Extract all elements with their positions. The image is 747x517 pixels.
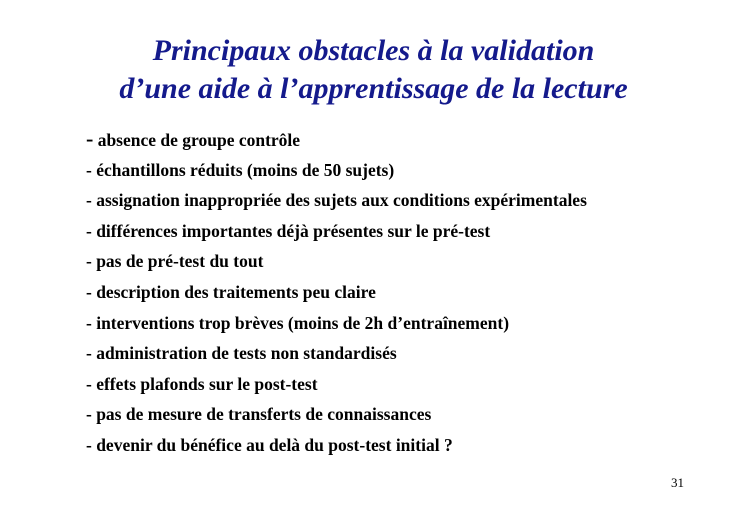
list-item	[86, 369, 587, 400]
list-item	[86, 124, 587, 155]
list-item	[86, 338, 587, 369]
bullet-dash: -	[86, 434, 92, 455]
bullet-dash: -	[86, 126, 94, 151]
list-item	[86, 185, 587, 216]
bullet-dash: -	[86, 159, 92, 180]
bullet-dash: -	[86, 373, 92, 394]
list-item-text: description des traitements peu claire	[96, 281, 376, 302]
list-item	[86, 277, 587, 308]
list-item-text: effets plafonds sur le post-test	[96, 373, 318, 394]
list-item-text: interventions trop brèves (moins de 2h d’entraînement)	[96, 312, 510, 333]
list-item-text: différences importantes déjà présentes sur le pré-test	[96, 220, 491, 241]
list-item-text: échantillons réduits (moins de 50 sujets)	[96, 159, 395, 180]
slide-title-line-2: d’une aide à l’apprentissage de la lecture	[119, 72, 628, 105]
list-item	[86, 155, 587, 186]
bullet-dash: -	[86, 251, 92, 272]
slide-title-line-1: Principaux obstacles à la validation	[152, 34, 595, 67]
bullet-dash: -	[86, 281, 92, 302]
list-item	[86, 216, 587, 247]
list-item	[86, 430, 587, 461]
list-item-text: assignation inappropriée des sujets aux conditions expérimentales	[96, 190, 587, 211]
bullet-dash: -	[86, 220, 92, 241]
list-item-text: administration de tests non standardisés	[96, 343, 397, 364]
bullet-dash: -	[86, 343, 92, 364]
list-item	[86, 246, 587, 277]
bullet-dash: -	[86, 190, 92, 211]
bullet-dash: -	[86, 404, 92, 425]
list-item-text: absence de groupe contrôle	[97, 130, 301, 150]
page-number: 31	[671, 475, 684, 490]
list-item-text: pas de pré-test du tout	[96, 251, 264, 272]
obstacle-list	[86, 124, 587, 461]
bullet-dash: -	[86, 312, 92, 333]
list-item-text: pas de mesure de transferts de connaissances	[96, 404, 432, 425]
list-item-text: devenir du bénéfice au delà du post-test initial ?	[96, 434, 453, 455]
list-item	[86, 399, 587, 430]
slide-title	[0, 32, 747, 108]
list-item	[86, 308, 587, 339]
